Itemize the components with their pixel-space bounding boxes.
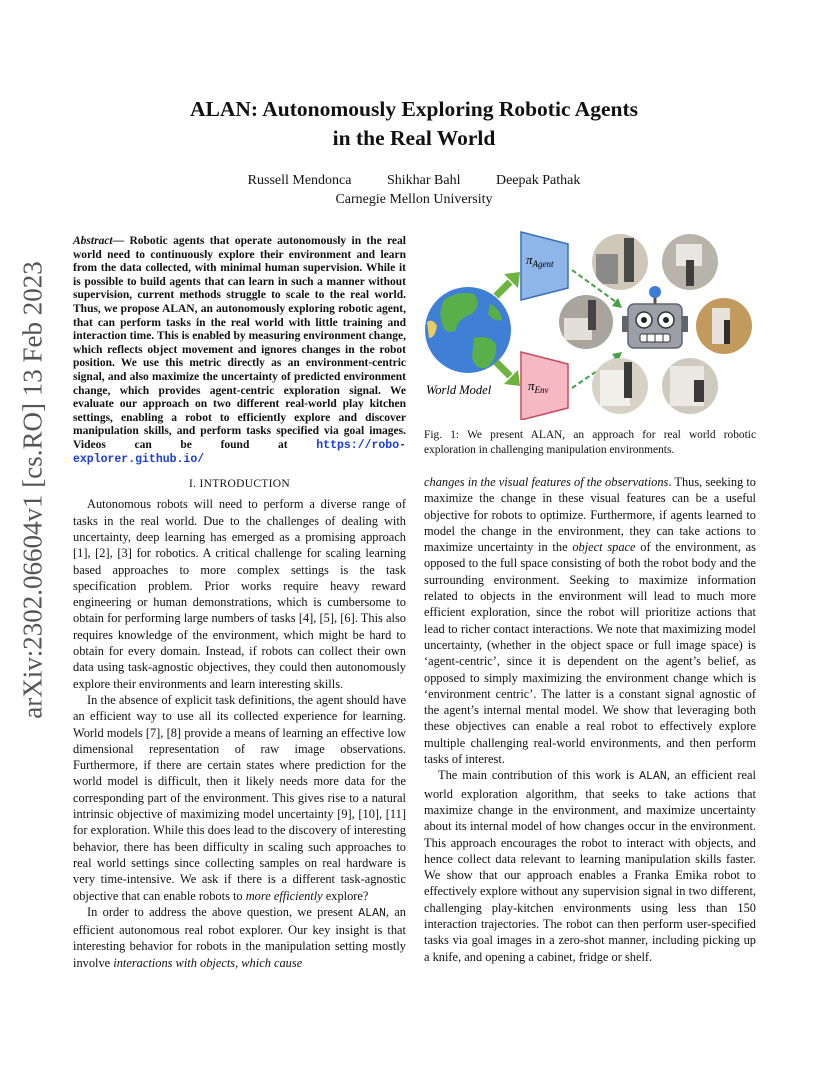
right-p2-text: The main contribution of this work is [438, 768, 640, 783]
figure-1-illustration [424, 230, 758, 420]
project-url-link[interactable]: https://robo-explorer.github.io/ [73, 438, 406, 466]
exploration-photo-6 [662, 358, 718, 414]
intro-paragraph-2 [73, 692, 406, 904]
exploration-photo-4 [696, 298, 752, 354]
author-1: Russell Mendonca [247, 173, 352, 188]
right-p1-emphasis-2: object space [572, 540, 636, 555]
paper-title [100, 95, 728, 153]
exploration-photo-2 [662, 234, 718, 290]
abstract-body: Robotic agents that operate autonomously in the real world need to continuously explore their environment and learn from the data collected, with minimal human supervision. While it is possible to build agents that can learn in such a manner without supervision, current methods struggle to scale to the real world. Thus, we propose ALAN, an autonomously exploring robotic agent, that can perform tasks in the real world with little training and interaction time. This is enabled by measuring environment change, which reflects object movement and ignores changes in the robot position. We use this metric directly as an environment-centric signal, and also maximize the uncertainty of predicted environment change, which provides agent-centric exploration signal. We evaluate our approach on two different real-world play kitchen settings, enabling a robot to efficiently explore and discover manipulation skills, and perform tasks specified via goal images. Videos can be found at [73, 235, 406, 451]
right-paragraph-1 [424, 474, 756, 767]
right-p2-text-2: , an efficient real world exploration algorithm, that seeks to take actions that maximize change in the environment, and maximize uncertainty about its internal model of how changes occur in the environment. This approach encourages the robot to interact with objects, and hence collect data relevant to learning manipulation skills faster. We show that our approach enables a Franka Emika robot to effectively explore without any supervision signal in two different, challenging play-kitchen environments using less than 150 interaction trajectories. The robot can then perform user-specified tasks via goal images in a zero-shot manner, including picking up a knife, and opening a cabinet, fridge or shelf. [424, 768, 756, 964]
arxiv-sidebar [14, 210, 52, 770]
abstract-lead: Abstract [73, 235, 113, 247]
pi-env-subscript: Env [534, 385, 549, 395]
figure-1 [424, 230, 758, 420]
section-heading-introduction: I. INTRODUCTION [189, 478, 290, 491]
title-line-1: ALAN: Autonomously Exploring Robotic Agents [190, 97, 638, 121]
exploration-photo-5 [592, 358, 648, 414]
abstract [73, 235, 406, 466]
author-2: Shikhar Bahl [386, 173, 461, 188]
intro-p2-end: explore? [322, 888, 369, 903]
robot-icon [622, 286, 688, 348]
author-3: Deepak Pathak [495, 173, 581, 188]
exploration-photo-3 [559, 295, 613, 349]
intro-p3-text-2: , an efficient autonomous real robot explorer. Our key insight is that interesting behavior for robots in the manipulation setting mostly involve [73, 904, 406, 970]
pi-env-symbol: π [528, 378, 535, 393]
intro-p3-text: In order to address the above question, we present [87, 904, 359, 919]
arrow-down-icon [496, 362, 520, 386]
world-model-label: World Model [426, 383, 492, 397]
intro-paragraph-1: Autonomous robots will need to perform a diverse range of tasks in the real world. Due to the challenges of dealing with uncertainty, deep learning has emerged as a promising approach [1], [2], [3] for robotics. A critical challenge for scaling learning based approaches to more complex settings is the task specification problem. Prior works require heavy reward engineering or human demonstrations, which is cumbersome to obtain for performing large numbers of tasks [4], [5], [6]. This also requires knowledge of the environment, which might be hard to obtain for every domain. Instead, if robots can collect their own data using task-agnostic objectives, they could then autonomously explore their environments and learn interesting skills. [73, 497, 406, 691]
right-paragraph-2 [424, 767, 756, 965]
figure-1-caption: Fig. 1: We present ALAN, an approach for real world robotic exploration in challenging manipulation environments. [424, 429, 756, 456]
agent-policy-block [521, 232, 568, 300]
pi-agent-subscript: Agent [532, 259, 554, 269]
pi-agent-symbol: π [526, 252, 533, 267]
intro-paragraph-3 [73, 904, 406, 971]
affiliation: Carnegie Mellon University [335, 192, 493, 207]
author-block [100, 171, 728, 209]
abstract-dash: — [112, 235, 130, 247]
arxiv-identifier: arXiv:2302.06604v1 [cs.RO] 13 Feb 2023 [17, 261, 48, 719]
right-column [424, 474, 756, 965]
intro-p2-text: In the absence of explicit task definitions, the agent should have an efficient way to use all its collected experience for learning. World models [7], [8] provide a means of learning an effective low dimensional representation of raw image observations. Furthermore, if there are certain states where prediction for the world model is difficult, then it likely needs more data for the corresponding part of the environment. This gives rise to a natural intrinsic objective of maximizing model uncertainty [9], [10], [11] for exploration. While this does lead to the discovery of interesting behavior, there has been difficulty in scaling such approaches to real world settings since collecting samples on real hardware is very time-intensive. We ask if there is a different task-agnostic objective that can enable robots to [73, 692, 406, 903]
right-p1-text: . Thus, seeking to maximize the change in these visual features can be a useful objective for robots to optimize. Furthermore, if agents learned to model the change in the environment, they can take actions to maximize uncertainty in the [424, 475, 756, 555]
title-line-2: in the Real World [332, 126, 496, 150]
env-policy-block [521, 352, 568, 420]
left-column [73, 235, 406, 971]
intro-p2-emphasis: more efficiently [245, 888, 323, 903]
right-p1-text-2: of the environment, as opposed to the full space consisting of both the robot body and the surrounding environment. Seeking to maximize information related to objects in the environment will lead to much more efficient exploration, since the robot will prioritize actions that lead to richer contact interactions. We note that maximizing model uncertainty, (whether in the object space or full image space) is ‘agent-centric’, since it is dependent on the agent’s belief, as opposed to simply maximizing the environment change which is ‘environment centric’. The latter is a constant signal agnostic of the agent’s internal mental model. We show that leveraging both these objectives can enable a real robot to effectively explore multiple challenging real-world environments, and then perform tasks of interest. [424, 540, 756, 767]
author-names [100, 171, 728, 190]
intro-p3-alan: ALAN [358, 906, 386, 920]
right-p1-emphasis: changes in the visual features of the observations [424, 475, 669, 489]
exploration-photo-1 [592, 234, 648, 290]
intro-p3-emphasis: interactions with objects, which cause [113, 955, 303, 970]
right-p2-alan: ALAN [639, 770, 667, 784]
arrow-up-icon [496, 272, 520, 296]
